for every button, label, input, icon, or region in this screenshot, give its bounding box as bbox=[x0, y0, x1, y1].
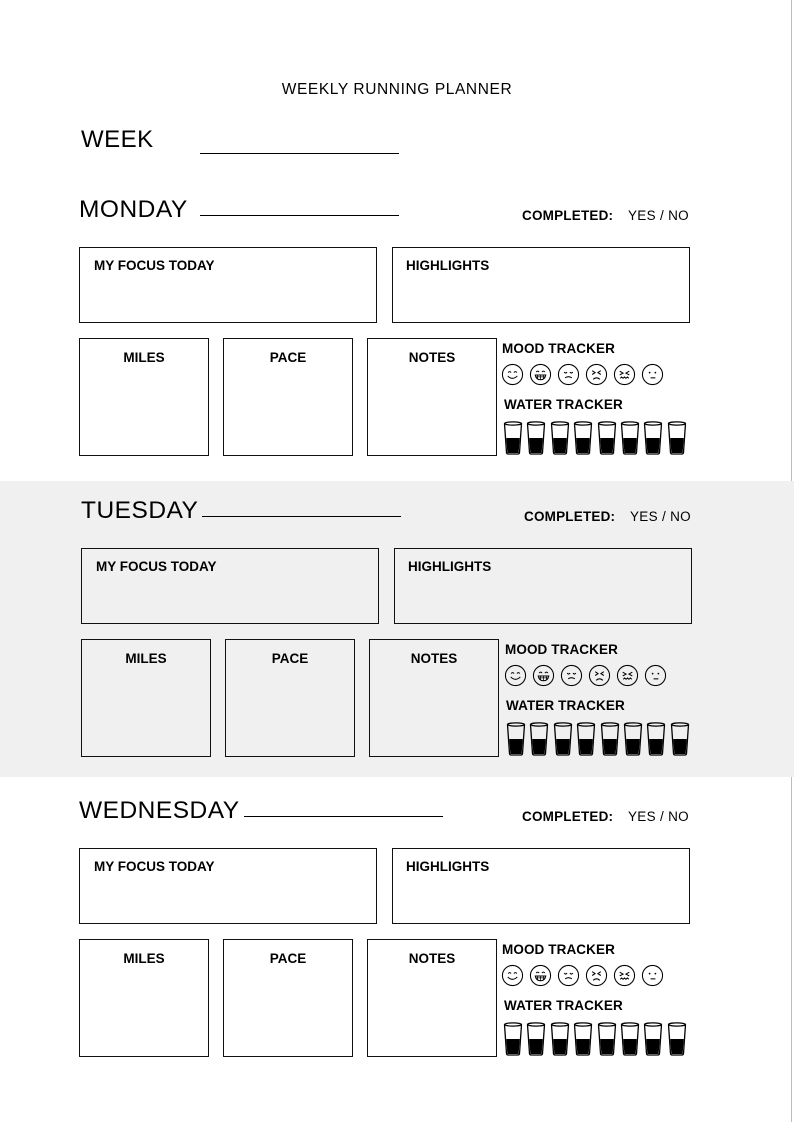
content-icon[interactable] bbox=[560, 664, 583, 687]
glass-icon[interactable] bbox=[643, 420, 663, 455]
notes-box[interactable] bbox=[367, 939, 497, 1057]
pace-box[interactable] bbox=[223, 939, 353, 1057]
pace-label: PACE bbox=[271, 651, 309, 666]
notes-box[interactable] bbox=[367, 338, 497, 456]
miles-label: MILES bbox=[125, 651, 167, 666]
glass-icon[interactable] bbox=[597, 420, 617, 455]
focus-box[interactable] bbox=[79, 848, 377, 924]
mood-tracker bbox=[501, 964, 664, 987]
day-title: MONDAY bbox=[79, 196, 188, 223]
day-section-monday bbox=[0, 180, 794, 476]
glass-icon[interactable] bbox=[643, 1021, 663, 1056]
notes-label: NOTES bbox=[410, 651, 458, 666]
glass-icon[interactable] bbox=[600, 721, 620, 756]
smile-icon[interactable] bbox=[501, 363, 524, 386]
glass-icon[interactable] bbox=[620, 1021, 640, 1056]
water-tracker-label: WATER TRACKER bbox=[504, 998, 623, 1013]
day-section-tuesday bbox=[0, 481, 794, 777]
highlights-box[interactable] bbox=[394, 548, 692, 624]
notes-label: NOTES bbox=[408, 951, 456, 966]
date-input-line[interactable] bbox=[202, 516, 401, 517]
highlights-box[interactable] bbox=[392, 247, 690, 323]
miles-box[interactable] bbox=[79, 338, 209, 456]
glass-icon[interactable] bbox=[573, 420, 593, 455]
grin-icon[interactable] bbox=[529, 964, 552, 987]
pace-box[interactable] bbox=[225, 639, 355, 757]
notes-label: NOTES bbox=[408, 350, 456, 365]
grin-icon[interactable] bbox=[529, 363, 552, 386]
pace-box[interactable] bbox=[223, 338, 353, 456]
glass-icon[interactable] bbox=[667, 1021, 687, 1056]
week-label: WEEK bbox=[81, 126, 154, 153]
angry-icon[interactable] bbox=[616, 664, 639, 687]
completed-label: COMPLETED: bbox=[524, 509, 616, 524]
glass-icon[interactable] bbox=[526, 1021, 546, 1056]
mood-tracker bbox=[501, 363, 664, 386]
water-tracker bbox=[506, 721, 690, 756]
glass-icon[interactable] bbox=[553, 721, 573, 756]
glass-icon[interactable] bbox=[503, 420, 523, 455]
glass-icon[interactable] bbox=[667, 420, 687, 455]
miles-label: MILES bbox=[123, 350, 165, 365]
sad-icon[interactable] bbox=[585, 964, 608, 987]
focus-label: MY FOCUS TODAY bbox=[96, 559, 217, 574]
glass-icon[interactable] bbox=[503, 1021, 523, 1056]
date-input-line[interactable] bbox=[200, 215, 399, 216]
neutral-icon[interactable] bbox=[644, 664, 667, 687]
date-input-line[interactable] bbox=[244, 816, 443, 817]
completed-yes-no[interactable]: YES / NO bbox=[628, 208, 689, 223]
water-tracker bbox=[503, 420, 687, 455]
glass-icon[interactable] bbox=[573, 1021, 593, 1056]
neutral-icon[interactable] bbox=[641, 363, 664, 386]
mood-tracker-label: MOOD TRACKER bbox=[502, 341, 615, 356]
completed-yes-no[interactable]: YES / NO bbox=[630, 509, 691, 524]
highlights-box[interactable] bbox=[392, 848, 690, 924]
glass-icon[interactable] bbox=[623, 721, 643, 756]
focus-label: MY FOCUS TODAY bbox=[94, 258, 215, 273]
glass-icon[interactable] bbox=[646, 721, 666, 756]
completed-label: COMPLETED: bbox=[522, 208, 614, 223]
completed-yes-no[interactable]: YES / NO bbox=[628, 809, 689, 824]
miles-box[interactable] bbox=[81, 639, 211, 757]
glass-icon[interactable] bbox=[670, 721, 690, 756]
water-tracker-label: WATER TRACKER bbox=[504, 397, 623, 412]
neutral-icon[interactable] bbox=[641, 964, 664, 987]
angry-icon[interactable] bbox=[613, 964, 636, 987]
water-tracker-label: WATER TRACKER bbox=[506, 698, 625, 713]
week-input-line[interactable] bbox=[200, 153, 399, 154]
page-title: WEEKLY RUNNING PLANNER bbox=[281, 81, 513, 98]
highlights-label: HIGHLIGHTS bbox=[406, 258, 490, 273]
day-section-wednesday bbox=[0, 781, 794, 1077]
pace-label: PACE bbox=[269, 951, 307, 966]
sad-icon[interactable] bbox=[585, 363, 608, 386]
miles-box[interactable] bbox=[79, 939, 209, 1057]
mood-tracker-label: MOOD TRACKER bbox=[505, 642, 618, 657]
pace-label: PACE bbox=[269, 350, 307, 365]
day-title: TUESDAY bbox=[81, 497, 199, 524]
glass-icon[interactable] bbox=[526, 420, 546, 455]
mood-tracker bbox=[504, 664, 667, 687]
completed-label: COMPLETED: bbox=[522, 809, 614, 824]
sad-icon[interactable] bbox=[588, 664, 611, 687]
glass-icon[interactable] bbox=[597, 1021, 617, 1056]
smile-icon[interactable] bbox=[501, 964, 524, 987]
angry-icon[interactable] bbox=[613, 363, 636, 386]
focus-box[interactable] bbox=[81, 548, 379, 624]
glass-icon[interactable] bbox=[506, 721, 526, 756]
content-icon[interactable] bbox=[557, 363, 580, 386]
mood-tracker-label: MOOD TRACKER bbox=[502, 942, 615, 957]
glass-icon[interactable] bbox=[576, 721, 596, 756]
focus-box[interactable] bbox=[79, 247, 377, 323]
miles-label: MILES bbox=[123, 951, 165, 966]
notes-box[interactable] bbox=[369, 639, 499, 757]
highlights-label: HIGHLIGHTS bbox=[406, 859, 490, 874]
glass-icon[interactable] bbox=[620, 420, 640, 455]
content-icon[interactable] bbox=[557, 964, 580, 987]
smile-icon[interactable] bbox=[504, 664, 527, 687]
highlights-label: HIGHLIGHTS bbox=[408, 559, 492, 574]
glass-icon[interactable] bbox=[550, 1021, 570, 1056]
glass-icon[interactable] bbox=[550, 420, 570, 455]
day-title: WEDNESDAY bbox=[79, 797, 240, 824]
focus-label: MY FOCUS TODAY bbox=[94, 859, 215, 874]
glass-icon[interactable] bbox=[529, 721, 549, 756]
water-tracker bbox=[503, 1021, 687, 1056]
grin-icon[interactable] bbox=[532, 664, 555, 687]
